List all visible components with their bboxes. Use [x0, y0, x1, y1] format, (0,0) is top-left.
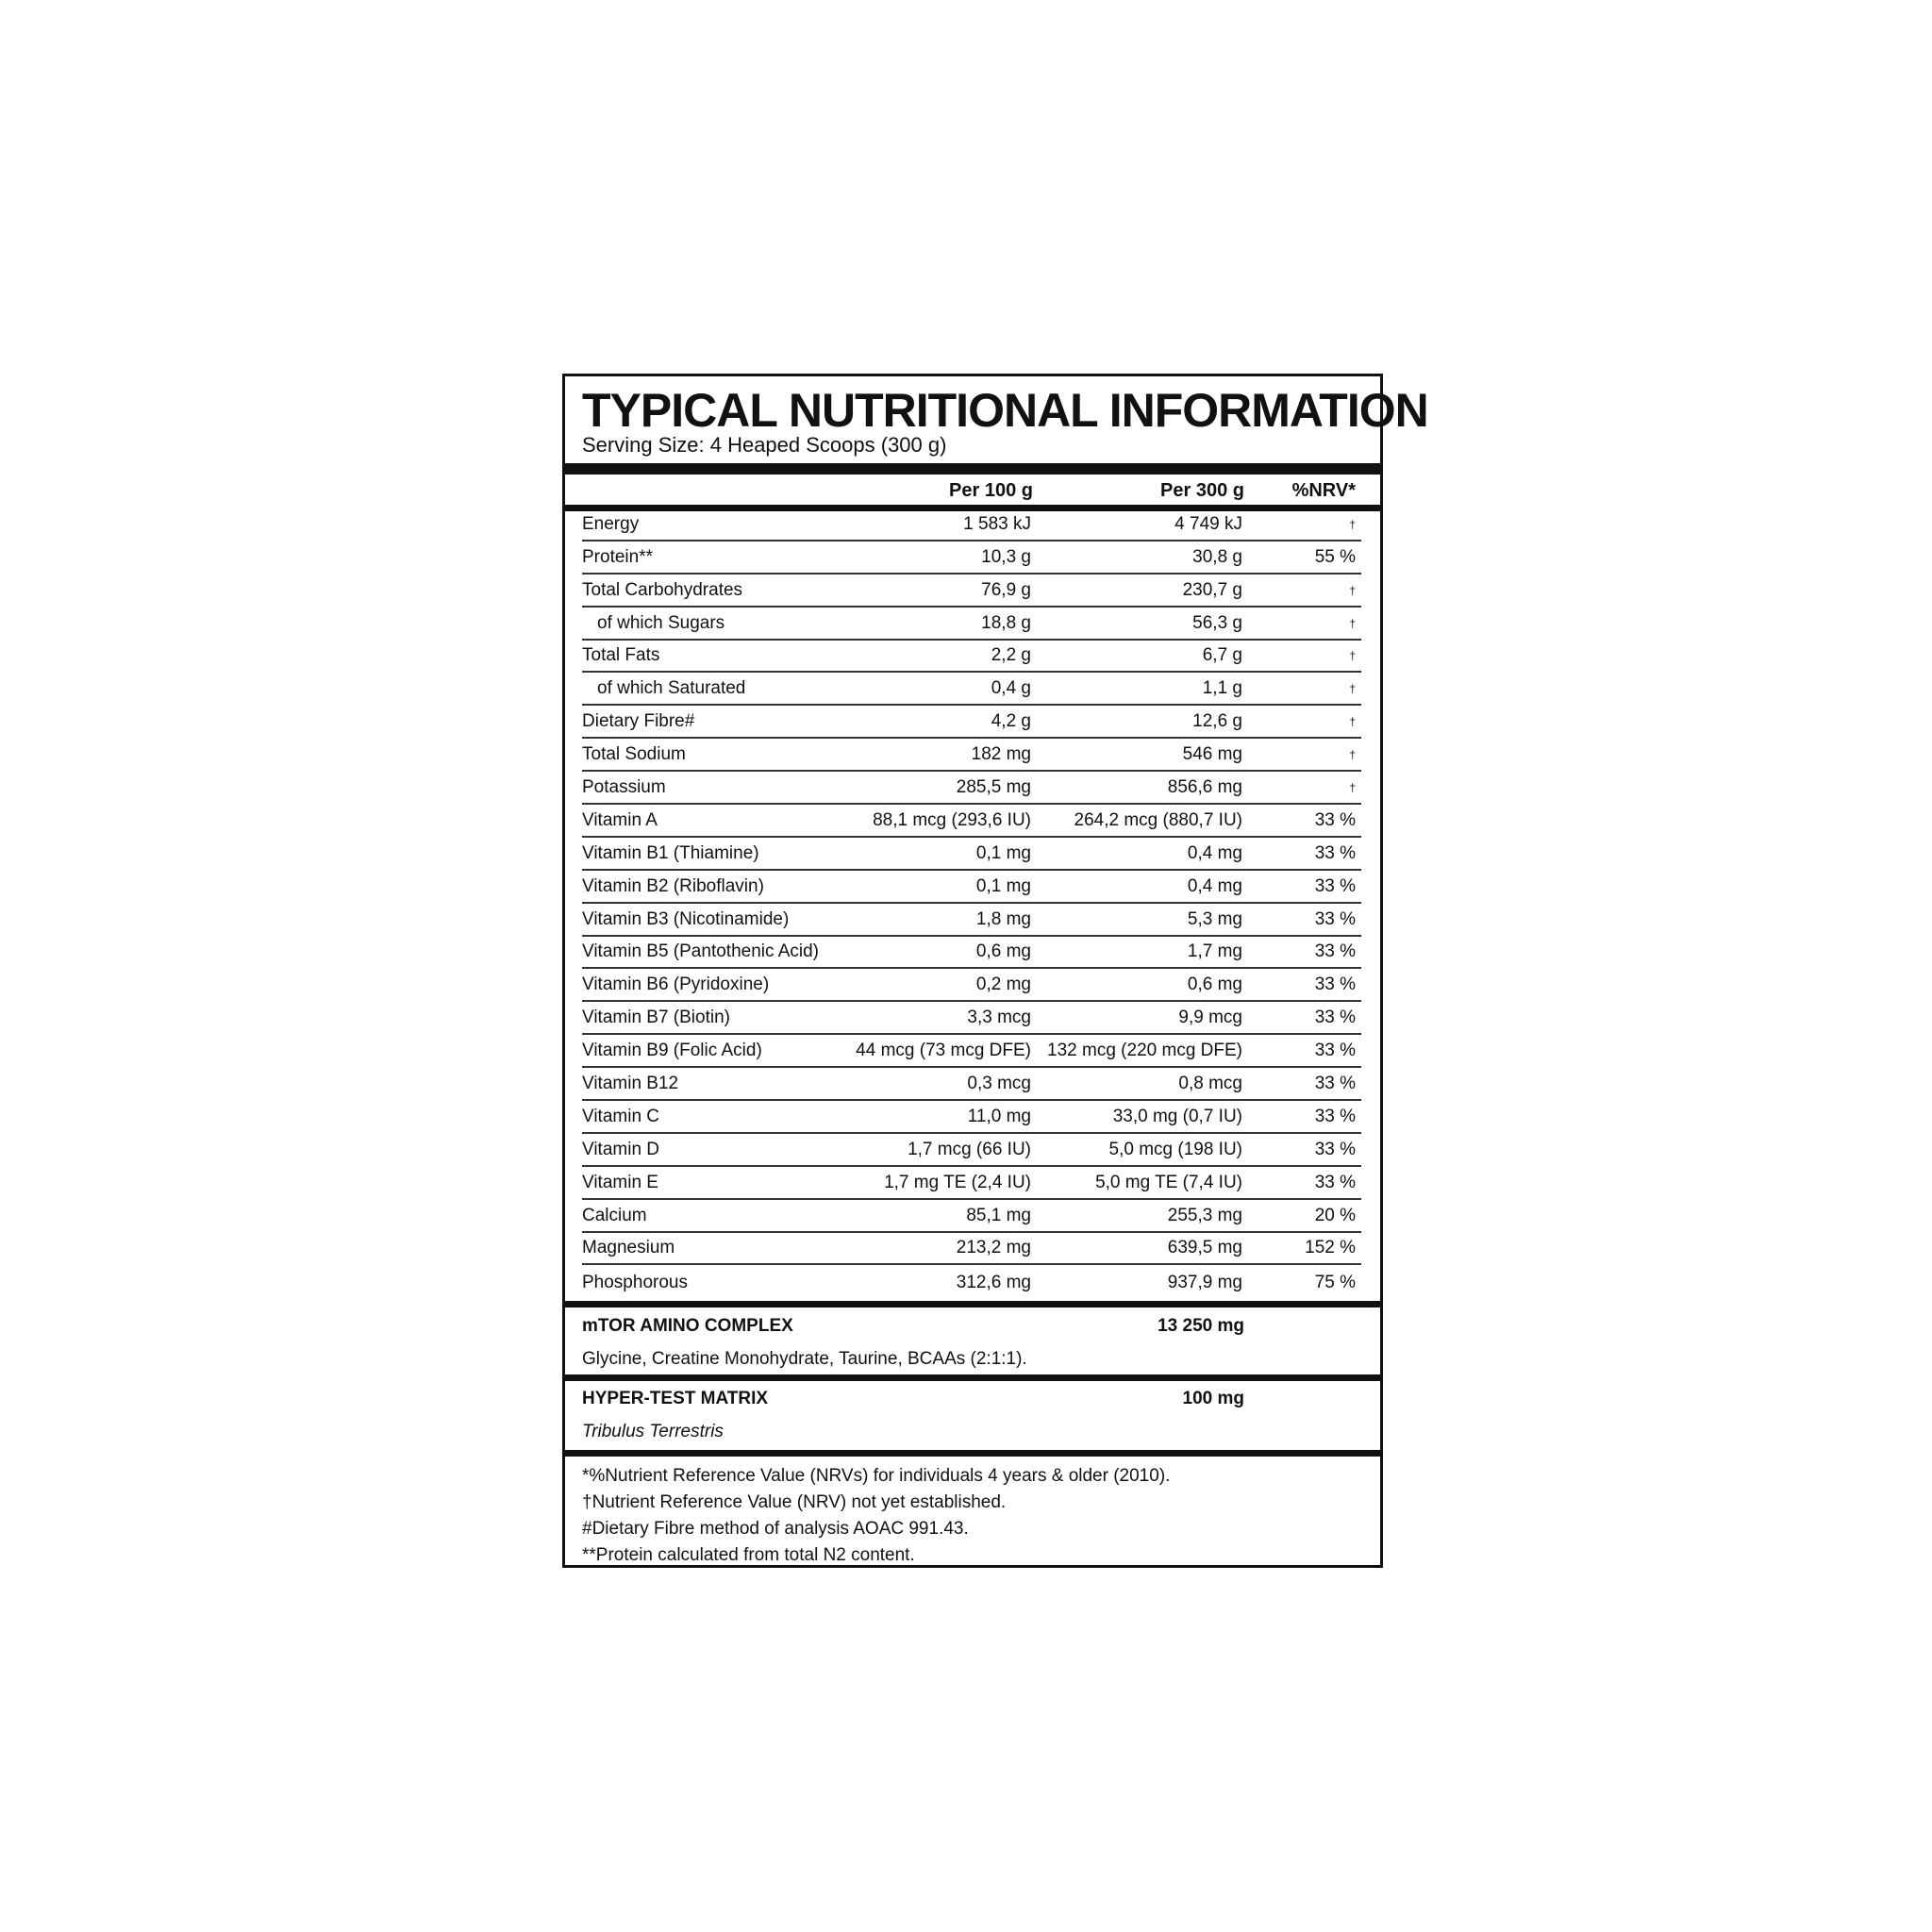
value-nrv: † [1349, 682, 1356, 696]
value-per-100g: 88,1 mcg (293,6 IU) [873, 809, 1031, 830]
serving-size: Serving Size: 4 Heaped Scoops (300 g) [582, 433, 947, 457]
value-per-100g: 10,3 g [981, 546, 1031, 567]
value-per-300g: 12,6 g [1192, 711, 1242, 732]
nutrient-name: Vitamin B6 (Pyridoxine) [582, 974, 770, 995]
nutrient-name: Vitamin A [582, 809, 658, 830]
value-per-300g: 1,7 mg [1187, 941, 1242, 962]
table-row [582, 575, 1361, 608]
nutrient-name: of which Sugars [597, 612, 725, 633]
value-per-100g: 312,6 mg [956, 1273, 1031, 1293]
nutrient-name: Vitamin E [582, 1172, 658, 1192]
value-per-300g: 856,6 mg [1167, 777, 1242, 798]
value-per-100g: 0,2 mg [975, 974, 1031, 995]
table-row [582, 969, 1361, 1002]
footnote-protein: **Protein calculated from total N2 content. [582, 1545, 915, 1565]
nutrient-name: Vitamin B12 [582, 1074, 679, 1094]
value-per-100g: 85,1 mg [966, 1205, 1031, 1225]
nutrient-name: Vitamin B9 (Folic Acid) [582, 1041, 762, 1061]
table-row [582, 871, 1361, 904]
value-per-300g: 937,9 mg [1167, 1273, 1242, 1293]
column-header-per-100g: Per 100 g [949, 480, 1033, 501]
value-per-100g: 18,8 g [981, 612, 1031, 633]
value-per-100g: 1,8 mg [975, 908, 1031, 929]
value-per-300g: 255,3 mg [1167, 1205, 1242, 1225]
footnote-nrv-not-established: †Nutrient Reference Value (NRV) not yet established. [582, 1492, 1007, 1512]
value-per-100g: 44 mcg (73 mcg DFE) [856, 1041, 1031, 1061]
nutrient-name: Vitamin B2 (Riboflavin) [582, 875, 764, 896]
value-nrv: 33 % [1314, 908, 1356, 929]
value-per-100g: 2,2 g [991, 645, 1031, 666]
table-row [582, 1200, 1361, 1233]
value-nrv: † [1349, 616, 1356, 630]
value-per-100g: 4,2 g [991, 711, 1031, 732]
table-row [582, 1265, 1361, 1298]
table-row [582, 1101, 1361, 1134]
panel-title: TYPICAL NUTRITIONAL INFORMATION [582, 384, 1428, 437]
nutrient-name: Vitamin B5 (Pantothenic Acid) [582, 941, 820, 962]
nutrient-table [582, 508, 1361, 1298]
mtor-complex-amount: 13 250 mg [1158, 1316, 1244, 1336]
nutrient-name: Protein** [582, 546, 653, 567]
value-nrv: 33 % [1314, 1041, 1356, 1061]
nutrient-name: Energy [582, 513, 640, 534]
nutrient-name: Vitamin B3 (Nicotinamide) [582, 908, 790, 929]
value-per-300g: 0,6 mg [1187, 974, 1242, 995]
mtor-complex-name: mTOR AMINO COMPLEX [582, 1316, 793, 1336]
table-row [582, 1167, 1361, 1200]
value-per-300g: 5,3 mg [1187, 908, 1242, 929]
nutrient-name: Vitamin D [582, 1139, 660, 1159]
table-row [582, 508, 1361, 541]
value-per-300g: 230,7 g [1182, 579, 1242, 600]
table-row [582, 838, 1361, 871]
value-per-300g: 264,2 mcg (880,7 IU) [1074, 809, 1242, 830]
table-row [582, 772, 1361, 805]
table-row [582, 608, 1361, 641]
value-nrv: 33 % [1314, 974, 1356, 995]
value-nrv: † [1349, 748, 1356, 762]
mtor-complex-ingredients: Glycine, Creatine Monohydrate, Taurine, BCAAs (2:1:1). [582, 1349, 1027, 1369]
table-row [582, 541, 1361, 575]
table-row [582, 641, 1361, 674]
value-per-100g: 0,4 g [991, 678, 1031, 699]
value-per-300g: 5,0 mg TE (7,4 IU) [1095, 1172, 1242, 1192]
table-row [582, 1233, 1361, 1266]
hyper-test-ingredients: Tribulus Terrestris [582, 1422, 724, 1441]
divider-mtor-top [565, 1301, 1380, 1307]
value-per-300g: 132 mcg (220 mcg DFE) [1047, 1041, 1242, 1061]
table-row [582, 937, 1361, 970]
nutrient-name: Vitamin B7 (Biotin) [582, 1008, 730, 1028]
nutrient-name: Total Fats [582, 645, 660, 666]
value-nrv: 33 % [1314, 1172, 1356, 1192]
nutrient-name: Calcium [582, 1205, 647, 1225]
column-header-nrv: %NRV* [1291, 480, 1356, 501]
value-nrv: 55 % [1314, 546, 1356, 567]
value-per-100g: 285,5 mg [956, 777, 1031, 798]
footnote-nrv: *%Nutrient Reference Value (NRVs) for individuals 4 years & older (2010). [582, 1466, 1171, 1486]
value-per-300g: 4 749 kJ [1174, 513, 1242, 534]
value-nrv: † [1349, 649, 1356, 663]
value-per-100g: 76,9 g [981, 579, 1031, 600]
value-nrv: † [1349, 517, 1356, 531]
value-per-300g: 56,3 g [1192, 612, 1242, 633]
nutrient-name: Vitamin C [582, 1106, 660, 1126]
value-per-100g: 0,6 mg [975, 941, 1031, 962]
nutrient-name: Phosphorous [582, 1273, 688, 1293]
table-row [582, 805, 1361, 838]
value-per-300g: 9,9 mcg [1178, 1008, 1242, 1028]
value-nrv: 20 % [1314, 1205, 1356, 1225]
value-nrv: 33 % [1314, 1139, 1356, 1159]
value-nrv: † [1349, 583, 1356, 597]
value-nrv: 33 % [1314, 1074, 1356, 1094]
table-row [582, 904, 1361, 937]
value-nrv: 152 % [1305, 1238, 1356, 1258]
column-header-per-300g: Per 300 g [1160, 480, 1244, 501]
nutrient-name: of which Saturated [597, 678, 746, 699]
table-row [582, 1035, 1361, 1068]
value-per-100g: 11,0 mg [967, 1106, 1031, 1126]
value-per-300g: 546 mg [1182, 744, 1242, 765]
value-per-300g: 33,0 mg (0,7 IU) [1112, 1106, 1242, 1126]
value-per-300g: 0,4 mg [1187, 875, 1242, 896]
nutrition-panel [562, 374, 1428, 1568]
value-per-300g: 5,0 mcg (198 IU) [1108, 1139, 1242, 1159]
value-per-100g: 0,1 mg [975, 875, 1031, 896]
nutrient-name: Total Carbohydrates [582, 579, 743, 600]
value-nrv: 33 % [1314, 941, 1356, 962]
value-nrv: 33 % [1314, 875, 1356, 896]
value-per-100g: 213,2 mg [956, 1238, 1031, 1258]
value-nrv: † [1349, 781, 1356, 795]
table-row [582, 673, 1361, 706]
nutrient-name: Vitamin B1 (Thiamine) [582, 842, 759, 863]
value-per-100g: 1 583 kJ [963, 513, 1031, 534]
divider-header-top [565, 463, 1380, 475]
divider-hyper-top [565, 1374, 1380, 1381]
value-nrv: † [1349, 715, 1356, 729]
nutrient-name: Magnesium [582, 1238, 675, 1258]
nutrient-name: Potassium [582, 777, 666, 798]
value-per-300g: 639,5 mg [1167, 1238, 1242, 1258]
table-row [582, 1002, 1361, 1035]
value-per-100g: 0,3 mcg [967, 1074, 1031, 1094]
table-row [582, 739, 1361, 772]
table-row [582, 1068, 1361, 1101]
value-nrv: 33 % [1314, 1106, 1356, 1126]
value-per-300g: 1,1 g [1202, 678, 1242, 699]
divider-footnotes-top [565, 1450, 1380, 1457]
nutrient-name: Total Sodium [582, 744, 686, 765]
nutrient-name: Dietary Fibre# [582, 711, 695, 732]
table-row [582, 706, 1361, 739]
hyper-test-name: HYPER-TEST MATRIX [582, 1389, 769, 1408]
value-nrv: 33 % [1314, 809, 1356, 830]
value-per-300g: 6,7 g [1202, 645, 1242, 666]
value-per-100g: 1,7 mg TE (2,4 IU) [884, 1172, 1031, 1192]
table-row [582, 1134, 1361, 1167]
value-nrv: 75 % [1314, 1273, 1356, 1293]
footnote-dietary-fibre: #Dietary Fibre method of analysis AOAC 991.43. [582, 1519, 969, 1539]
value-per-300g: 0,4 mg [1187, 842, 1242, 863]
value-per-100g: 182 mg [971, 744, 1031, 765]
value-nrv: 33 % [1314, 842, 1356, 863]
hyper-test-amount: 100 mg [1182, 1389, 1244, 1408]
value-per-100g: 1,7 mcg (66 IU) [908, 1139, 1031, 1159]
value-per-100g: 3,3 mcg [967, 1008, 1031, 1028]
value-per-100g: 0,1 mg [975, 842, 1031, 863]
value-per-300g: 0,8 mcg [1178, 1074, 1242, 1094]
value-per-300g: 30,8 g [1192, 546, 1242, 567]
value-nrv: 33 % [1314, 1008, 1356, 1028]
